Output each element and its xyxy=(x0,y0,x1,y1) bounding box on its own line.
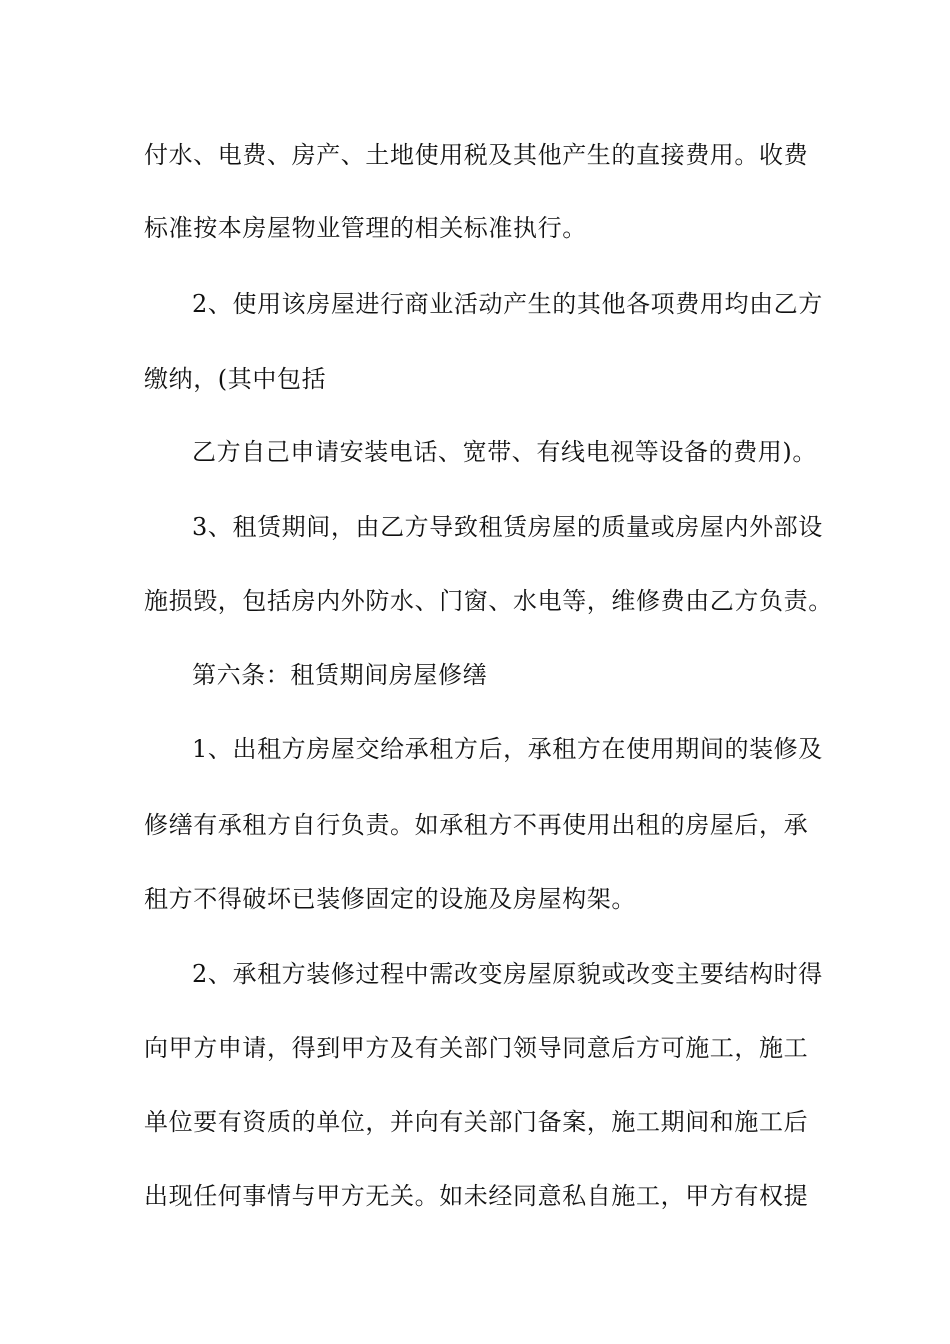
text-line: 标准按本房屋物业管理的相关标准执行。 xyxy=(144,214,587,242)
paragraph-line: 乙方自己申请安装电话、宽带、有线电视等设备的费用)。 xyxy=(192,438,817,466)
paragraph-line: 2、承租方装修过程中需改变房屋原貌或改变主要结构时得 xyxy=(192,960,823,988)
text-line: 施损毁，包括房内外防水、门窗、水电等，维修费由乙方负责。 xyxy=(144,587,833,615)
text-line: 向甲方申请，得到甲方及有关部门领导同意后方可施工，施工 xyxy=(144,1034,809,1062)
text-line: 租方不得破坏已装修固定的设施及房屋构架。 xyxy=(144,885,636,913)
text-line: 出现任何事情与甲方无关。如未经同意私自施工，甲方有权提 xyxy=(144,1182,809,1210)
paragraph-line: 3、租赁期间，由乙方导致租赁房屋的质量或房屋内外部设 xyxy=(192,513,823,541)
section-heading: 第六条：租赁期间房屋修缮 xyxy=(192,661,488,689)
text-line: 缴纳，(其中包括 xyxy=(144,365,327,393)
text-line: 付水、电费、房产、土地使用税及其他产生的直接费用。收费 xyxy=(144,141,809,169)
paragraph-line: 2、使用该房屋进行商业活动产生的其他各项费用均由乙方 xyxy=(192,290,823,318)
paragraph-line: 1、出租方房屋交给承租方后，承租方在使用期间的装修及 xyxy=(192,735,823,763)
text-line: 单位要有资质的单位，并向有关部门备案，施工期间和施工后 xyxy=(144,1108,809,1136)
text-line: 修缮有承租方自行负责。如承租方不再使用出租的房屋后，承 xyxy=(144,811,809,839)
